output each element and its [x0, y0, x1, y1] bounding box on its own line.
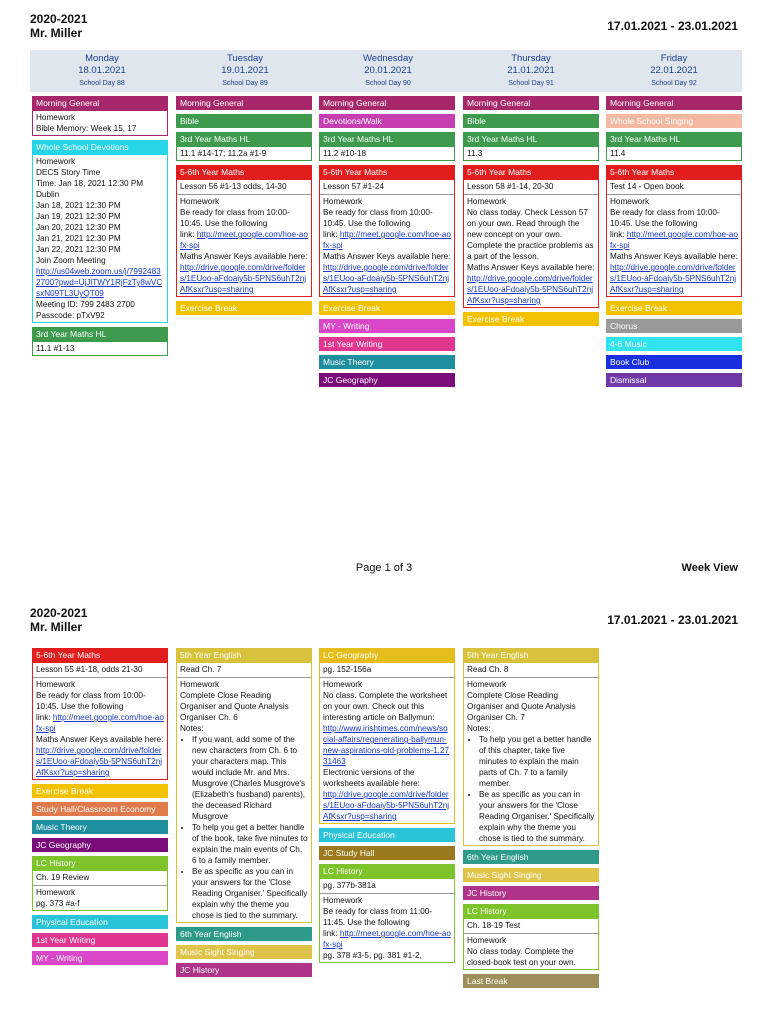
- lesson-title: Physical Education: [319, 828, 455, 842]
- school-year: 2020-2021: [30, 12, 88, 26]
- lesson-title: Whole School Devotions: [32, 140, 168, 154]
- lesson-text: Lesson 55 #1-18, odds 21-30: [36, 665, 143, 674]
- homework-text: Be ready for class from 10:00-10:45. Use the following: [610, 208, 720, 228]
- passcode: Passcode: pTxV92: [36, 311, 105, 320]
- lesson-5-6th-year-maths[interactable]: [32, 648, 168, 780]
- detail-line: Join Zoom Meeting: [36, 256, 106, 265]
- lesson-title: Physical Education: [32, 915, 168, 929]
- homework-text: Be ready for class from 11:00-11:45. Use the following: [323, 907, 433, 927]
- lesson-whole-school-devotions[interactable]: [32, 140, 168, 323]
- lesson-my-writing[interactable]: [32, 951, 168, 965]
- lesson-music-sight-singing[interactable]: [463, 868, 599, 882]
- lesson-title: 5-6th Year Maths: [463, 165, 599, 179]
- column-thursday: [463, 648, 599, 992]
- school-day: School Day 88: [79, 80, 125, 87]
- drive-link[interactable]: http://drive.google.com/drive/folders/1EUoo-aFdoaiy5b-5PNS6uhT2njAfKsxr?usp=sharing: [180, 263, 307, 294]
- worksheets-text: Electronic versions of the worksheets available here:: [323, 768, 420, 788]
- homework-label: Homework: [180, 197, 220, 206]
- homework-label: Homework: [610, 197, 650, 206]
- zoom-link[interactable]: http://us04web.zoom.us/j/79924832700?pwd=UjJlTWY1RjFzTy8wVCsxN09TL3UyQT09: [36, 267, 163, 298]
- homework-label: Homework: [323, 197, 363, 206]
- lesson-title: Last Break: [463, 974, 599, 988]
- lesson-title: Exercise Break: [319, 301, 455, 315]
- column-tuesday: [176, 96, 312, 319]
- detail-line: Jan 20, 2021 12:30 PM: [36, 223, 121, 232]
- notes-label: Notes:: [467, 724, 491, 733]
- lesson-title: 1st Year Writing: [32, 933, 168, 947]
- answer-keys-text: Maths Answer Keys available here:: [180, 252, 308, 261]
- lesson-title: LC Geography: [319, 648, 455, 662]
- column-monday: [32, 648, 168, 969]
- day-header-monday[interactable]: [32, 53, 172, 91]
- homework-text: Bible Memory: Week 15, 17: [36, 124, 137, 133]
- lesson-morning-general[interactable]: [463, 96, 599, 110]
- lesson-3rd-year-maths-hl[interactable]: [32, 327, 168, 356]
- lesson-physical-education[interactable]: [319, 828, 455, 842]
- lesson-title: LC History: [463, 904, 599, 918]
- lesson-text: Read Ch. 8: [467, 665, 509, 674]
- lesson-lc-history[interactable]: [463, 904, 599, 970]
- lesson-title: Bible: [463, 114, 599, 128]
- homework-label: Homework: [180, 680, 220, 689]
- homework-label: Homework: [36, 113, 76, 122]
- day-date: 18.01.2021: [78, 65, 126, 76]
- lesson-exercise-break[interactable]: [463, 312, 599, 326]
- lesson-physical-education[interactable]: [32, 915, 168, 929]
- detail-line: Dublin: [36, 190, 60, 199]
- lesson-title: LC History: [319, 864, 455, 878]
- detail-line: Jan 21, 2021 12:30 PM: [36, 234, 121, 243]
- lesson-title: JC Geography: [32, 838, 168, 852]
- lesson-title: Exercise Break: [32, 784, 168, 798]
- lesson-title: 3rd Year Maths HL: [319, 132, 455, 146]
- answer-keys-text: Maths Answer Keys available here:: [323, 252, 451, 261]
- lesson-devotions-walk[interactable]: [319, 114, 455, 128]
- lesson-morning-general[interactable]: [32, 96, 168, 136]
- drive-link[interactable]: http://drive.google.com/drive/folders/1EUoo-aFdoaiy5b-5PNS6uhT2njAfKsxr?usp=sharing: [610, 263, 737, 294]
- column-friday: [606, 96, 742, 391]
- answer-keys-text: Maths Answer Keys available here:: [610, 252, 738, 261]
- homework-text: pg. 373 #a-f: [36, 899, 80, 908]
- column-monday: [32, 96, 168, 360]
- date-range: 17.01.2021 - 23.01.2021: [607, 19, 738, 33]
- lesson-title: Morning General: [463, 96, 599, 110]
- homework-label: Homework: [467, 197, 507, 206]
- day-date: 22.01.2021: [650, 65, 698, 76]
- lesson-title: JC Study Hall: [319, 846, 455, 860]
- lesson-title: Dismissal: [606, 373, 742, 387]
- detail-line: Jan 19, 2021 12:30 PM: [36, 212, 121, 221]
- meet-link[interactable]: http://meet.google.com/hoe-aofx-spi: [180, 230, 308, 250]
- lesson-title: Exercise Break: [463, 312, 599, 326]
- lesson-4-6-music[interactable]: [606, 337, 742, 351]
- homework-text: Be ready for class from 10:00-10:45. Use the following: [180, 208, 290, 228]
- lesson-title: Music Theory: [32, 820, 168, 834]
- lesson-music-theory[interactable]: [32, 820, 168, 834]
- day-header-tuesday[interactable]: [175, 53, 315, 91]
- lesson-jc-geography[interactable]: [32, 838, 168, 852]
- day-date: 20.01.2021: [364, 65, 412, 76]
- lesson-title: Music Sight Singing: [463, 868, 599, 882]
- lesson-title: Music Theory: [319, 355, 455, 369]
- lesson-title: Bible: [176, 114, 312, 128]
- link-label: link:: [180, 230, 195, 239]
- lesson-title: 6th Year English: [463, 850, 599, 864]
- lesson-title: 5-6th Year Maths: [176, 165, 312, 179]
- homework-label: Homework: [36, 157, 76, 166]
- note-item: • To help you get a better handle of the book, take five minutes to explain the main events of Ch. 6 to a family member.: [192, 822, 308, 866]
- lesson-3rd-year-maths-hl[interactable]: [176, 132, 312, 161]
- lesson-title: 5th Year English: [176, 648, 312, 662]
- homework-label: Homework: [36, 680, 76, 689]
- homework-label: Homework: [36, 888, 76, 897]
- link-label: link:: [610, 230, 625, 239]
- lesson-title: Chorus: [606, 319, 742, 333]
- lesson-title: 4-6 Music: [606, 337, 742, 351]
- notes-list: [467, 734, 595, 844]
- lesson-5-6th-year-maths[interactable]: [606, 165, 742, 297]
- homework-label: Homework: [323, 896, 363, 905]
- homework-text: Complete Close Reading Organiser and Quote Analysis Organiser Ch. 7: [467, 691, 576, 722]
- drive-link[interactable]: http://drive.google.com/drive/folders/1EUoo-aFdoaiy5b-5PNS6uhT2njAfKsxr?usp=sharing: [323, 790, 450, 821]
- page-2: [0, 600, 768, 1024]
- detail-line: Jan 22, 2021 12:30 PM: [36, 245, 121, 254]
- lesson-dismissal[interactable]: [606, 373, 742, 387]
- lesson-5th-year-english[interactable]: [463, 648, 599, 846]
- lesson-text: 11.1 #1-13: [32, 341, 168, 356]
- notes-label: Notes:: [180, 724, 204, 733]
- teacher-name: Mr. Miller: [30, 620, 83, 634]
- lesson-study-hall[interactable]: [32, 802, 168, 816]
- school-day: School Day 92: [651, 80, 697, 87]
- lesson-text: 11.3: [463, 146, 599, 161]
- note-item: • To help you get a better handle of this chapter, take five minutes to explain the main parts of Ch. 7 to a family member.: [479, 734, 595, 789]
- drive-link[interactable]: http://drive.google.com/drive/folders/1EUoo-aFdoaiy5b-5PNS6uhT2njAfKsxr?usp=sharing: [36, 746, 163, 777]
- lesson-book-club[interactable]: [606, 355, 742, 369]
- article-link[interactable]: http://www.irishtimes.com/news/social-affairs/regenerating-ballymun-new-aspirations-old-problems-1.2731463: [323, 724, 450, 766]
- lesson-title: Book Club: [606, 355, 742, 369]
- lesson-title: JC History: [176, 963, 312, 977]
- lesson-text: Lesson 56 #1-13 odds, 14-30: [180, 182, 287, 191]
- lesson-title: 1st Year Writing: [319, 337, 455, 351]
- lesson-text: Lesson 57 #1-24: [323, 182, 384, 191]
- lesson-title: 3rd Year Maths HL: [463, 132, 599, 146]
- lesson-title: Exercise Break: [176, 301, 312, 315]
- lesson-text: Test 14 - Open book: [610, 182, 684, 191]
- homework-text: No class today. Complete the closed-book test on your own.: [467, 947, 576, 967]
- lesson-title: 5th Year English: [463, 648, 599, 662]
- lesson-bible[interactable]: [463, 114, 599, 128]
- lesson-5-6th-year-maths[interactable]: [176, 165, 312, 297]
- lesson-exercise-break[interactable]: [606, 301, 742, 315]
- note-item: • Be as specific as you can in your answers for the 'Close Reading Organiser.' Specifically explain why the theme you chose is tied to the summary.: [479, 789, 595, 844]
- page-number: Page 1 of 3: [355, 562, 413, 574]
- homework-label: Homework: [323, 680, 363, 689]
- lesson-title: Music Sight Singing: [176, 945, 312, 959]
- lesson-exercise-break[interactable]: [32, 784, 168, 798]
- day-date: 21.01.2021: [507, 65, 555, 76]
- lesson-music-sight-singing[interactable]: [176, 945, 312, 959]
- lesson-title: 5-6th Year Maths: [32, 648, 168, 662]
- lesson-text: 11.1 #14-17; 11.2a #1-9: [176, 146, 312, 161]
- lesson-3rd-year-maths-hl[interactable]: [319, 132, 455, 161]
- day-date: 19.01.2021: [221, 65, 269, 76]
- lesson-title: 6th Year English: [176, 927, 312, 941]
- lesson-title: 5-6th Year Maths: [606, 165, 742, 179]
- lesson-title: Devotions/Walk: [319, 114, 455, 128]
- answer-keys-text: Maths Answer Keys available here:: [467, 263, 595, 272]
- meet-link[interactable]: http://meet.google.com/hoe-aofx-spi: [323, 230, 451, 250]
- detail-line: Jan 18, 2021 12:30 PM: [36, 201, 121, 210]
- lesson-morning-general[interactable]: [319, 96, 455, 110]
- detail-line: DECS Story Time: [36, 168, 101, 177]
- answer-keys-text: Maths Answer Keys available here:: [36, 735, 164, 744]
- meeting-id: Meeting ID: 799 2483 2700: [36, 300, 135, 309]
- lesson-3rd-year-maths-hl[interactable]: [463, 132, 599, 161]
- devotions-details: [36, 167, 164, 266]
- column-thursday: [463, 96, 599, 330]
- detail-line: Time: Jan 18, 2021 12:30 PM: [36, 179, 144, 188]
- lesson-title: 3rd Year Maths HL: [32, 327, 168, 341]
- link-label: link:: [323, 929, 338, 938]
- lesson-text: Lesson 58 #1-14, 20-30: [467, 182, 554, 191]
- homework-label: Homework: [467, 936, 507, 945]
- day-header-friday[interactable]: [604, 53, 744, 91]
- day-header-thursday[interactable]: [461, 53, 601, 91]
- lesson-text: 11.2 #10-18: [319, 146, 455, 161]
- lesson-bible[interactable]: [176, 114, 312, 128]
- lesson-title: 3rd Year Maths HL: [176, 132, 312, 146]
- lesson-title: MY - Writing: [319, 319, 455, 333]
- school-day: School Day 90: [365, 80, 411, 87]
- lesson-last-break[interactable]: [463, 974, 599, 988]
- lesson-text: pg. 152-156a: [323, 665, 372, 674]
- lesson-text: Ch. 19 Review: [36, 873, 90, 882]
- lesson-title: JC Geography: [319, 373, 455, 387]
- day-name: Friday: [660, 53, 688, 64]
- note-item: • If you want, add some of the new characters from Ch. 6 to your characters map. This would include Mr. and Mrs. Musgrove (Charles Musgrove's (Elizabeth's husband) parents), the deceased Richard Musgrove: [192, 734, 308, 822]
- lesson-lc-history[interactable]: [32, 856, 168, 911]
- lesson-title: Morning General: [606, 96, 742, 110]
- lesson-title: JC History: [463, 886, 599, 900]
- drive-link[interactable]: http://drive.google.com/drive/folders/1EUoo-aFdoaiy5b-5PNS6uhT2njAfKsxr?usp=sharing: [467, 274, 594, 305]
- notes-list: [180, 734, 308, 921]
- lesson-exercise-break[interactable]: [176, 301, 312, 315]
- lesson-text: 11.4: [606, 146, 742, 161]
- lesson-lc-geography[interactable]: [319, 648, 455, 824]
- lesson-5-6th-year-maths[interactable]: [319, 165, 455, 297]
- lesson-title: LC History: [32, 856, 168, 870]
- lesson-chorus[interactable]: [606, 319, 742, 333]
- lesson-6th-year-english[interactable]: [176, 927, 312, 941]
- school-day: School Day 91: [508, 80, 554, 87]
- lesson-morning-general[interactable]: [606, 96, 742, 110]
- column-wednesday: [319, 648, 455, 967]
- lesson-title: MY - Writing: [32, 951, 168, 965]
- school-year: 2020-2021: [30, 606, 88, 620]
- note-item: • Be as specific as you can in your answers for the 'Close Reading Organiser.' Specifically explain why the theme you chose is tied to the summary.: [192, 866, 308, 921]
- lesson-title: Study Hall/Classroom Economy: [32, 802, 168, 816]
- day-header-wednesday[interactable]: [318, 53, 458, 91]
- lesson-title: Morning General: [32, 96, 168, 110]
- lesson-text: Read Ch. 7: [180, 665, 222, 674]
- homework-text: Be ready for class from 10:00-10:45. Use the following: [36, 691, 146, 711]
- lesson-1st-year-writing[interactable]: [319, 337, 455, 351]
- lesson-music-theory[interactable]: [319, 355, 455, 369]
- lesson-whole-school-singing[interactable]: [606, 114, 742, 128]
- meet-link[interactable]: http://meet.google.com/hoe-aofx-spi: [36, 713, 164, 733]
- lesson-5-6th-year-maths[interactable]: [463, 165, 599, 308]
- school-day: School Day 89: [222, 80, 268, 87]
- lesson-3rd-year-maths-hl[interactable]: [606, 132, 742, 161]
- teacher-name: Mr. Miller: [30, 26, 83, 40]
- column-wednesday: [319, 96, 455, 391]
- lesson-jc-geography[interactable]: [319, 373, 455, 387]
- view-label: Week View: [681, 562, 738, 574]
- lesson-title: 5-6th Year Maths: [319, 165, 455, 179]
- lesson-text: pg. 377b-381a: [323, 881, 376, 890]
- day-name: Tuesday: [226, 53, 264, 64]
- homework-extra: pg. 378 #3-5, pg. 381 #1-2,: [323, 951, 422, 960]
- lesson-text: Ch. 18-19 Test: [467, 921, 521, 930]
- lesson-5th-year-english[interactable]: [176, 648, 312, 923]
- link-label: link:: [323, 230, 338, 239]
- day-name: Monday: [85, 53, 119, 64]
- lesson-jc-history[interactable]: [176, 963, 312, 977]
- lesson-jc-study-hall[interactable]: [319, 846, 455, 860]
- lesson-title: 3rd Year Maths HL: [606, 132, 742, 146]
- lesson-6th-year-english[interactable]: [463, 850, 599, 864]
- drive-link[interactable]: http://drive.google.com/drive/folders/1EUoo-aFdoaiy5b-5PNS6uhT2njAfKsxr?usp=sharing: [323, 263, 450, 294]
- lesson-title: Morning General: [176, 96, 312, 110]
- lesson-1st-year-writing[interactable]: [32, 933, 168, 947]
- homework-label: Homework: [467, 680, 507, 689]
- lesson-title: Morning General: [319, 96, 455, 110]
- meet-link[interactable]: http://meet.google.com/hoe-aofx-spi: [610, 230, 738, 250]
- lesson-title: Exercise Break: [606, 301, 742, 315]
- column-tuesday: [176, 648, 312, 981]
- lesson-jc-history[interactable]: [463, 886, 599, 900]
- meet-link[interactable]: http://meet.google.com/hoe-aofx-spi: [323, 929, 451, 949]
- homework-text: No class today. Check Lesson 57 on your own. Read through the new concept on your own. Complete the practice problems as a part of the lesson.: [467, 208, 594, 261]
- lesson-title: Whole School Singing: [606, 114, 742, 128]
- lesson-my-writing[interactable]: [319, 319, 455, 333]
- lesson-lc-history[interactable]: [319, 864, 455, 963]
- homework-text: Complete Close Reading Organiser and Quote Analysis Organiser Ch. 6: [180, 691, 289, 722]
- lesson-morning-general[interactable]: [176, 96, 312, 110]
- link-label: link:: [36, 713, 51, 722]
- homework-text: Be ready for class from 10:00-10:45. Use the following: [323, 208, 433, 228]
- day-name: Thursday: [511, 53, 551, 64]
- lesson-exercise-break[interactable]: [319, 301, 455, 315]
- day-name: Wednesday: [363, 53, 413, 64]
- homework-text: No class. Complete the worksheet on your own. Check out this interesting article on Ballymun:: [323, 691, 448, 722]
- date-range: 17.01.2021 - 23.01.2021: [607, 613, 738, 627]
